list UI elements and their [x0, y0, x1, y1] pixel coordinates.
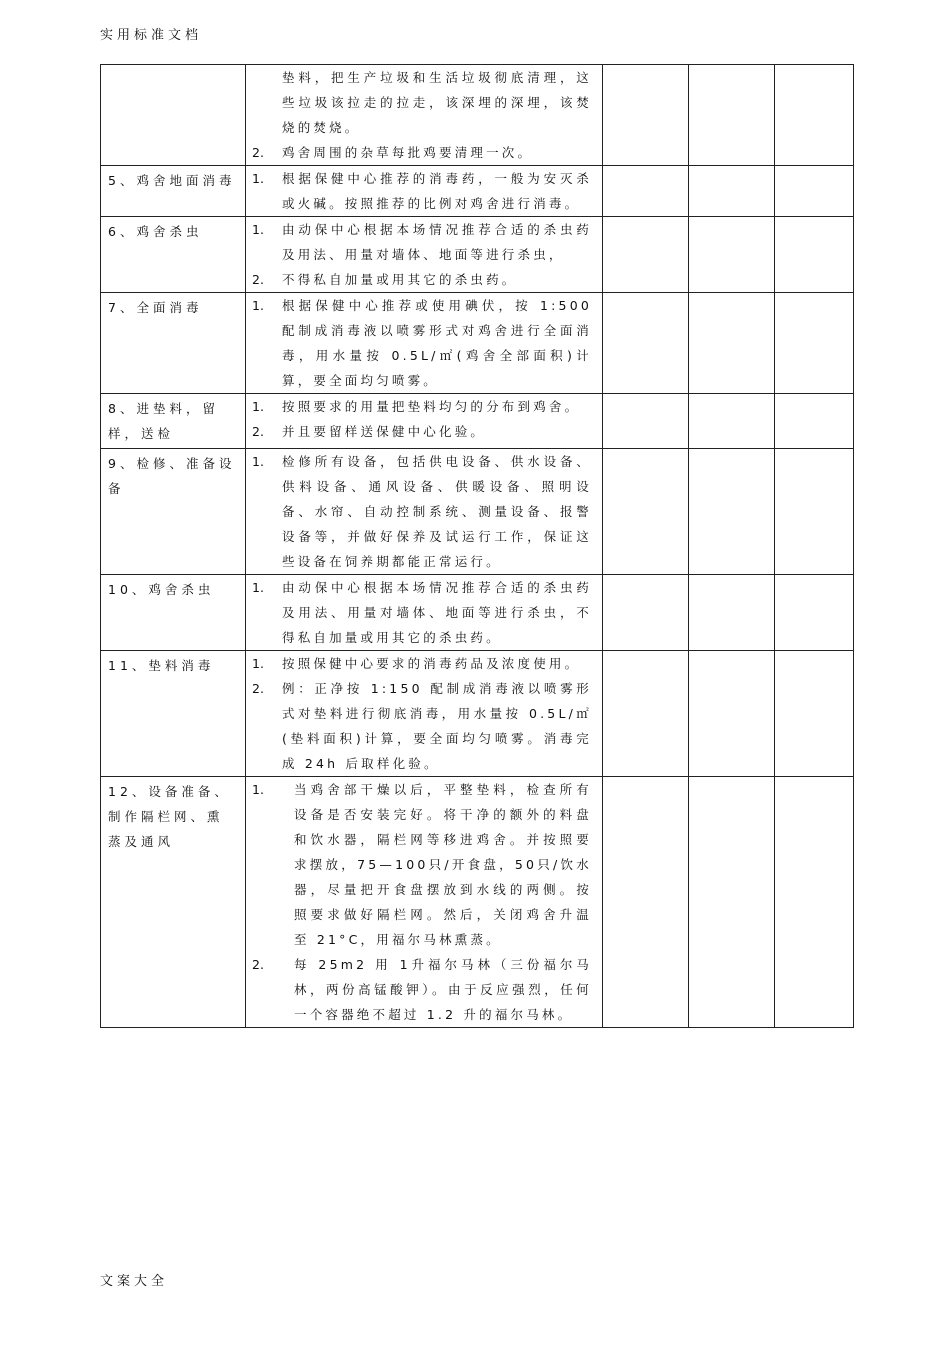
remark-cell: [775, 65, 854, 166]
procedure-table: [100, 64, 854, 1028]
item-text: 垫料，把生产垃圾和生活垃圾彻底清理，这些垃圾该拉走的拉走，该深埋的深埋，该焚烧的焚烧。: [282, 70, 592, 135]
item-number: 1.: [252, 454, 264, 469]
item-text: 检修所有设备，包括供电设备、供水设备、供料设备、通风设备、供暖设备、照明设备、水帘、自动控制系统、测量设备、报警设备等，并做好保养及试运行工作，保证这些设备在饲养期都能正常运行。: [282, 454, 592, 569]
step-label: 9、检修、准备设备: [108, 456, 236, 496]
step-label: 7、全面消毒: [108, 300, 203, 315]
measures-cell: [246, 166, 603, 217]
check-cell: [603, 777, 689, 1028]
measures-cell: [246, 394, 603, 449]
date-cell: [689, 394, 775, 449]
list-item: [252, 394, 592, 419]
item-number: 1.: [252, 656, 264, 671]
step-label: 12、设备准备、制作隔栏网、熏蒸及通风: [108, 784, 231, 849]
remark-cell: [775, 166, 854, 217]
check-cell: [603, 575, 689, 651]
item-text: 当鸡舍部干燥以后，平整垫料，检查所有设备是否安装完好。将干净的额外的料盘和饮水器，隔栏网等移进鸡舍。并按照要求摆放，75—100只/开食盘，50只/饮水器，尽量把开食盘摆放到水线的两侧。按照要求做好隔栏网。然后，关闭鸡舍升温至 21°C，用福尔马林熏蒸。: [294, 782, 592, 947]
step-label: 6、鸡舍杀虫: [108, 224, 203, 239]
item-number: 1.: [252, 171, 264, 186]
measures-cell: [246, 449, 603, 575]
item-number: 1.: [252, 580, 264, 595]
list-item: [252, 952, 592, 1027]
date-cell: [689, 217, 775, 293]
list-item: [252, 449, 592, 574]
list-item: [252, 676, 592, 776]
list-item: [252, 777, 592, 952]
measures-cell: [246, 651, 603, 777]
item-number: 2.: [252, 272, 264, 287]
check-cell: [603, 651, 689, 777]
page-footer: 文案大全: [100, 1274, 169, 1289]
date-cell: [689, 293, 775, 394]
table-row: [101, 449, 854, 575]
table-row: [101, 394, 854, 449]
date-cell: [689, 65, 775, 166]
step-cell: [101, 651, 246, 777]
date-cell: [689, 651, 775, 777]
item-number: 1.: [252, 782, 264, 797]
page-header: 实用标准文档: [100, 28, 203, 43]
item-number: 2.: [252, 681, 264, 696]
item-text: 按照保健中心要求的消毒药品及浓度使用。: [282, 656, 581, 671]
check-cell: [603, 166, 689, 217]
item-text: 每 25m2 用 1升福尔马林（三份福尔马林，两份高锰酸钾）。由于反应强烈，任何一个容器绝不超过 1.2 升的福尔马林。: [294, 957, 592, 1022]
step-label: 11、垫料消毒: [108, 658, 215, 673]
date-cell: [689, 449, 775, 575]
check-cell: [603, 394, 689, 449]
list-item: [252, 65, 592, 140]
item-number: 2.: [252, 145, 264, 160]
check-cell: [603, 217, 689, 293]
date-cell: [689, 166, 775, 217]
remark-cell: [775, 777, 854, 1028]
remark-cell: [775, 394, 854, 449]
step-cell: [101, 217, 246, 293]
item-text: 鸡舍周围的杂草每批鸡要清理一次。: [282, 145, 534, 160]
list-item: [252, 651, 592, 676]
measures-cell: [246, 575, 603, 651]
item-number: 1.: [252, 298, 264, 313]
item-text: 由动保中心根据本场情况推荐合适的杀虫药及用法、用量对墙体、地面等进行杀虫，不得私自加量或用其它的杀虫药。: [282, 580, 592, 645]
remark-cell: [775, 651, 854, 777]
item-number: 1.: [252, 222, 264, 237]
item-text: 由动保中心根据本场情况推荐合适的杀虫药及用法、用量对墙体、地面等进行杀虫，: [282, 222, 592, 262]
date-cell: [689, 777, 775, 1028]
list-item: [252, 267, 592, 292]
step-label: 10、鸡舍杀虫: [108, 582, 215, 597]
table-row: [101, 217, 854, 293]
measures-cell: [246, 65, 603, 166]
step-cell: [101, 65, 246, 166]
step-cell: [101, 449, 246, 575]
table-row: [101, 65, 854, 166]
item-text: 例：正净按 1:150 配制成消毒液以喷雾形式对垫料进行彻底消毒，用水量按 0.5L/㎡(垫料面积)计算，要全面均匀喷雾。消毒完成 24h 后取样化验。: [282, 681, 592, 771]
item-text: 不得私自加量或用其它的杀虫药。: [282, 272, 518, 287]
measures-cell: [246, 293, 603, 394]
step-label: 8、进垫料，留样，送检: [108, 401, 219, 441]
step-label: [101, 65, 245, 69]
step-cell: [101, 394, 246, 449]
table-row: [101, 575, 854, 651]
list-item: [252, 575, 592, 650]
list-item: [252, 419, 592, 444]
item-number: 2.: [252, 957, 264, 972]
table-row: [101, 293, 854, 394]
check-cell: [603, 449, 689, 575]
remark-cell: [775, 217, 854, 293]
measures-cell: [246, 217, 603, 293]
step-cell: [101, 777, 246, 1028]
list-item: [252, 166, 592, 216]
table-row: [101, 777, 854, 1028]
table-row: [101, 651, 854, 777]
check-cell: [603, 293, 689, 394]
check-cell: [603, 65, 689, 166]
step-label: 5、鸡舍地面消毒: [108, 173, 236, 188]
date-cell: [689, 575, 775, 651]
table-row: [101, 166, 854, 217]
item-text: 根据保健中心推荐的消毒药，一般为安灭杀或火碱。按照推荐的比例对鸡舍进行消毒。: [282, 171, 592, 211]
item-text: 根据保健中心推荐或使用碘伏，按 1:500 配制成消毒液以喷雾形式对鸡舍进行全面消毒，用水量按 0.5L/㎡(鸡舍全部面积)计算，要全面均匀喷雾。: [282, 298, 592, 388]
item-text: 按照要求的用量把垫料均匀的分布到鸡舍。: [282, 399, 581, 414]
step-cell: [101, 575, 246, 651]
list-item: [252, 217, 592, 267]
remark-cell: [775, 293, 854, 394]
step-cell: [101, 166, 246, 217]
remark-cell: [775, 575, 854, 651]
item-number: 2.: [252, 424, 264, 439]
step-cell: [101, 293, 246, 394]
item-text: 并且要留样送保健中心化验。: [282, 424, 487, 439]
measures-cell: [246, 777, 603, 1028]
list-item: [252, 293, 592, 393]
item-number: 1.: [252, 399, 264, 414]
remark-cell: [775, 449, 854, 575]
list-item: [252, 140, 592, 165]
